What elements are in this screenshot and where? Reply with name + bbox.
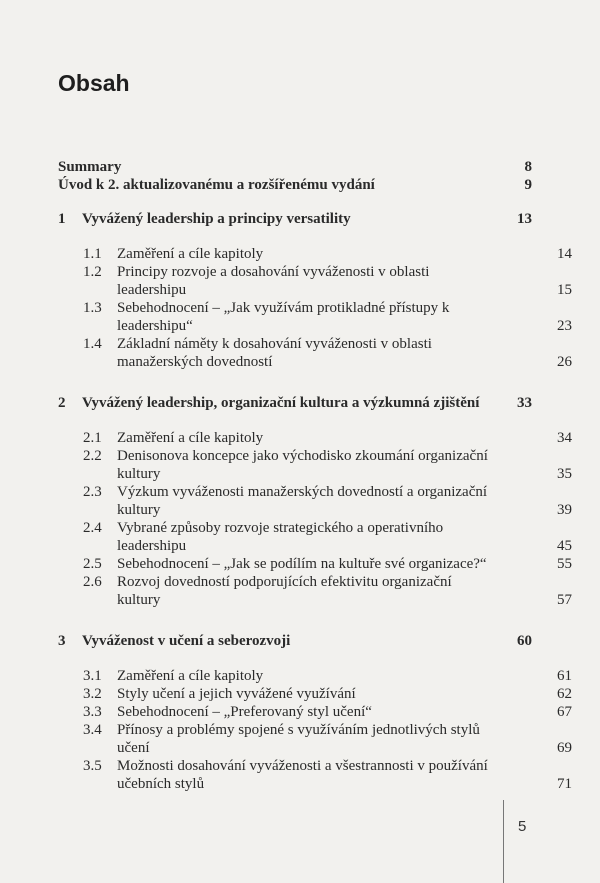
toc-section [58, 335, 572, 371]
toc-section [58, 703, 572, 721]
page-number: 5 [518, 818, 527, 835]
toc-section [58, 447, 572, 483]
margin-rule [503, 800, 504, 883]
section-page: 34 [557, 430, 572, 446]
chapter-title: Vyvážený leadership a principy versatility [82, 211, 351, 227]
toc-section [58, 685, 572, 703]
section-title: Přínosy a problémy spojené s využíváním jednotlivých stylů učení [117, 722, 480, 756]
section-title: Zaměření a cíle kapitoly [117, 668, 264, 684]
section-number: 3.5 [83, 758, 102, 774]
section-title: Vybrané způsoby rozvoje strategického a operativního leadershipu [117, 520, 444, 554]
section-page: 55 [557, 556, 572, 572]
section-page: 69 [557, 740, 572, 756]
section-number: 3.3 [83, 704, 102, 720]
section-title: Možnosti dosahování vyváženosti a všestrannosti v používání učebních stylů [117, 758, 488, 792]
section-page: 67 [557, 704, 572, 720]
toc-section [58, 721, 572, 757]
toc-section [58, 573, 572, 609]
entry-page: 8 [524, 159, 532, 175]
section-number: 1.4 [83, 336, 102, 352]
section-title: Styly učení a jejich vyvážené využívání [117, 686, 356, 702]
page-title: Obsah [58, 70, 130, 96]
section-page: 35 [557, 466, 572, 482]
section-page: 14 [557, 246, 572, 262]
toc-chapter [58, 632, 532, 650]
section-number: 1.2 [83, 264, 102, 280]
chapter-page: 60 [517, 633, 532, 649]
section-page: 62 [557, 686, 572, 702]
toc-chapter [58, 210, 532, 228]
section-number: 2.6 [83, 574, 102, 590]
toc-section [58, 519, 572, 555]
toc-chapter [58, 394, 532, 412]
toc-section [58, 667, 572, 685]
section-page: 26 [557, 354, 572, 370]
table-of-contents [58, 158, 572, 793]
section-title: Základní náměty k dosahování vyváženosti v oblasti manažerských dovedností [117, 336, 432, 370]
section-page: 57 [557, 592, 572, 608]
chapter-title: Vyvážený leadership, organizační kultura a výzkumná zjištění [82, 395, 480, 411]
section-title: Denisonova koncepce jako východisko zkoumání organizační kultury [117, 448, 488, 482]
chapter-number: 1 [58, 211, 66, 227]
chapter-page: 13 [517, 211, 532, 227]
toc-section [58, 483, 572, 519]
section-number: 3.1 [83, 668, 102, 684]
section-title: Principy rozvoje a dosahování vyváženosti v oblasti leadershipu [117, 264, 430, 298]
section-number: 1.1 [83, 246, 102, 262]
entry-page: 9 [524, 177, 532, 193]
section-title: Výzkum vyváženosti manažerských dovedností a organizační kultury [117, 484, 488, 518]
section-page: 61 [557, 668, 572, 684]
toc-section [58, 429, 572, 447]
section-page: 15 [557, 282, 572, 298]
chapter-page: 33 [517, 395, 532, 411]
section-page: 39 [557, 502, 572, 518]
section-number: 2.1 [83, 430, 102, 446]
toc-front-entry [58, 176, 532, 194]
section-title: Sebehodnocení – „Preferovaný styl učení“ [117, 704, 372, 720]
section-number: 2.5 [83, 556, 102, 572]
section-number: 2.2 [83, 448, 102, 464]
entry-title: Úvod k 2. aktualizovanému a rozšířenému vydání [58, 177, 375, 193]
toc-front-entry [58, 158, 532, 176]
toc-section [58, 299, 572, 335]
chapter-title: Vyváženost v učení a seberozvoji [82, 633, 291, 649]
chapter-number: 2 [58, 395, 66, 411]
section-title: Sebehodnocení – „Jak se podílím na kultuře své organizace?“ [117, 556, 487, 572]
toc-section [58, 555, 572, 573]
section-number: 1.3 [83, 300, 102, 316]
section-title: Sebehodnocení – „Jak využívám protikladné přístupy k leadershipu“ [117, 300, 450, 334]
section-title: Zaměření a cíle kapitoly [117, 430, 264, 446]
section-title: Zaměření a cíle kapitoly [117, 246, 264, 262]
section-page: 71 [557, 776, 572, 792]
chapter-number: 3 [58, 633, 66, 649]
section-number: 2.3 [83, 484, 102, 500]
section-page: 45 [557, 538, 572, 554]
toc-section [58, 757, 572, 793]
section-title: Rozvoj dovedností podporujících efektivitu organizační kultury [117, 574, 452, 608]
entry-title: Summary [58, 159, 122, 175]
section-page: 23 [557, 318, 572, 334]
section-number: 3.2 [83, 686, 102, 702]
section-number: 3.4 [83, 722, 102, 738]
section-number: 2.4 [83, 520, 102, 536]
toc-section [58, 245, 572, 263]
toc-section [58, 263, 572, 299]
